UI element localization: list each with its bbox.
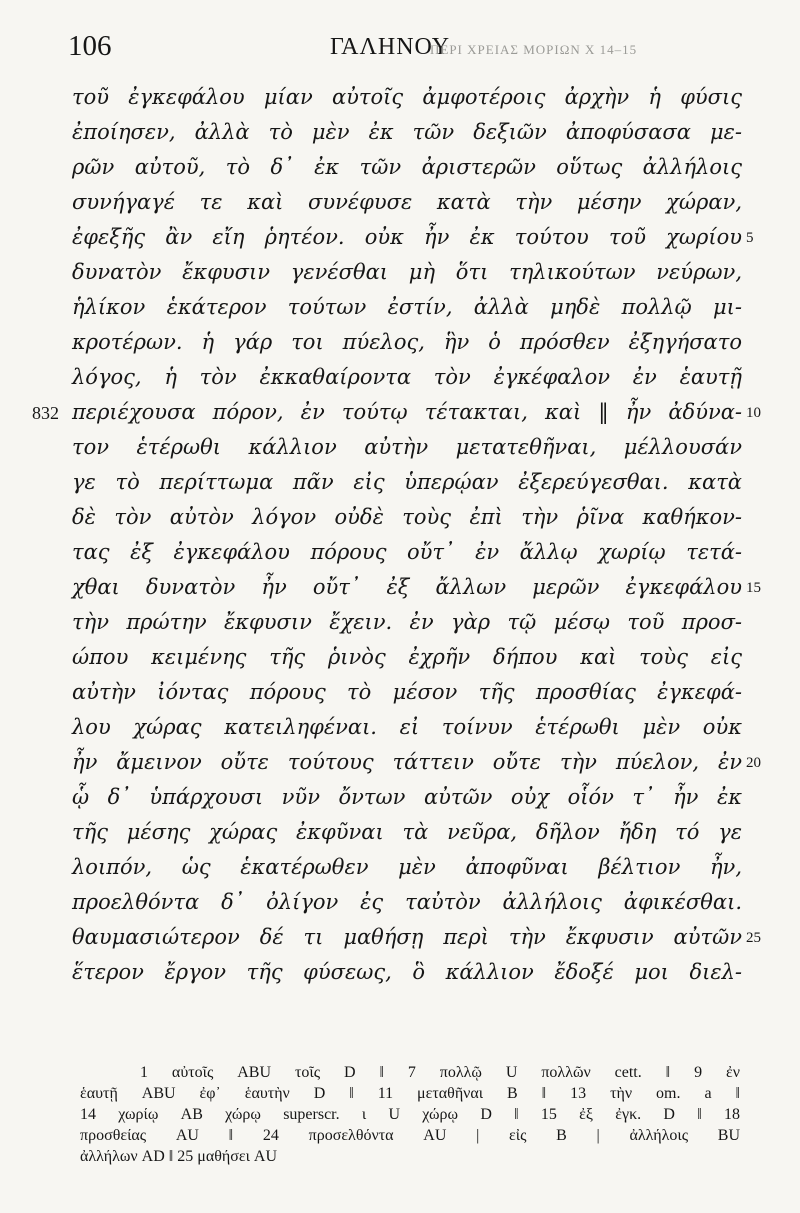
text-line-content: ἐποίησεν, ἀλλὰ τὸ μὲν ἐκ τῶν δεξιῶν ἀποφύσασα με-: [72, 120, 742, 144]
text-line: [0, 185, 800, 220]
page-number: 106: [68, 30, 112, 62]
text-line: [0, 80, 800, 115]
apparatus-line-text: 14 χωρίῳ AB χώρῳ superscr. ι U χώρῳ D ‖ 15 ἐξ ἐγκ. D ‖ 18: [80, 1106, 740, 1123]
text-line: [0, 290, 800, 325]
text-line: [0, 535, 800, 570]
text-line: [0, 500, 800, 535]
text-line-content: ρῶν αὐτοῦ, τὸ δ᾽ ἐκ τῶν ἀριστερῶν οὕτως ἀλλήλοις: [72, 155, 742, 179]
line-number: 15: [746, 580, 761, 596]
text-line: [0, 115, 800, 150]
text-line: [0, 395, 800, 430]
text-line-content: κροτέρων. ἡ γάρ τοι πύελος, ἣν ὁ πρόσθεν ἐξηγήσατο: [72, 330, 742, 354]
text-line-content: τον ἑτέρωθι κάλλιον αὐτὴν μετατεθῆναι, μέλλουσάν: [72, 435, 742, 459]
text-line: [0, 780, 800, 815]
text-line-content: ἦν ἄμεινον οὔτε τούτους τάττειν οὔτε τὴν πύελον, ἐν: [72, 750, 742, 774]
line-number: 20: [746, 755, 761, 771]
text-line: [0, 745, 800, 780]
apparatus-line: [0, 1126, 800, 1147]
text-line: [0, 710, 800, 745]
text-line-content: τοῦ ἐγκεφάλου μίαν αὐτοῖς ἀμφοτέροις ἀρχὴν ἡ φύσις: [72, 85, 742, 109]
text-line-content: λου χώρας κατειληφέναι. εἰ τοίνυν ἑτέρωθι μὲν οὐκ: [72, 715, 742, 739]
apparatus-line-text: ἑαυτῇ ABU ἐφ᾽ ἑαυτὴν D ‖ 11 μεταθῆναι B ‖ 13 τὴν om. a ‖: [80, 1085, 740, 1102]
running-head: ΓΑΛΗΝΟΥ: [330, 34, 451, 60]
text-line: [0, 570, 800, 605]
apparatus-line: [0, 1063, 800, 1084]
page-header: [0, 30, 800, 70]
text-line-content: τας ἐξ ἐγκεφάλου πόρους οὔτ᾽ ἐν ἄλλῳ χωρίῳ τετά-: [72, 540, 742, 564]
text-line: [0, 220, 800, 255]
apparatus-line: [0, 1147, 800, 1168]
text-line-content: συνήγαγέ τε καὶ συνέφυσε κατὰ τὴν μέσην χώραν,: [72, 190, 742, 214]
text-line-content: λοιπόν, ὡς ἑκατέρωθεν μὲν ἀποφῦναι βέλτιον ἦν,: [72, 855, 742, 879]
text-line-content: προελθόντα δ᾽ ὀλίγον ἐς ταὐτὸν ἀλλήλοις ἀφικέσθαι.: [72, 890, 742, 914]
text-line: [0, 430, 800, 465]
text-line: [0, 850, 800, 885]
text-line: [0, 605, 800, 640]
text-line: [0, 920, 800, 955]
line-number: 25: [746, 930, 761, 946]
text-line-content: ἐφεξῆς ἂν εἴη ῥητέον. οὐκ ἦν ἐκ τούτου τοῦ χωρίου: [72, 225, 742, 249]
text-line-content: τὴν πρώτην ἔκφυσιν ἔχειν. ἐν γὰρ τῷ μέσῳ τοῦ προσ-: [72, 610, 742, 634]
text-line-content: αὐτὴν ἰόντας πόρους τὸ μέσον τῆς προσθίας ἐγκεφά-: [72, 680, 742, 704]
text-line-content: περιέχουσα πόρον, ἐν τούτῳ τέτακται, καὶ ‖ ἦν ἀδύνα-: [72, 400, 742, 424]
text-line: [0, 675, 800, 710]
text-line: [0, 885, 800, 920]
text-line-content: ἕτερον ἔργον τῆς φύσεως, ὃ κάλλιον ἔδοξέ μοι διελ-: [72, 960, 742, 984]
text-line: [0, 150, 800, 185]
apparatus-line: [0, 1105, 800, 1126]
text-line-content: ώπου κειμένης τῆς ῥινὸς ἐχρῆν δήπου καὶ τοὺς εἰς: [72, 645, 742, 669]
apparatus-line-text: 1 αὐτοῖς ABU τοῖς D ‖ 7 πολλῷ U πολλῶν cett. ‖ 9 ἐν: [140, 1064, 740, 1081]
text-line-content: γε τὸ περίττωμα πᾶν εἰς ὑπερῴαν ἐξερεύγεσθαι. κατὰ: [72, 470, 742, 494]
bleed-through-text: ΠΕΡΙ ΧΡΕΙΑΣ ΜΟΡΙΩΝ Χ 14–15: [430, 42, 638, 57]
text-line: [0, 955, 800, 990]
text-line-content: δὲ τὸν αὐτὸν λόγον οὐδὲ τοὺς ἐπὶ τὴν ῥῖνα καθήκον-: [72, 505, 742, 529]
apparatus-line: [0, 1084, 800, 1105]
line-number: 5: [746, 230, 754, 246]
text-line-content: ᾧ δ᾽ ὑπάρχουσι νῦν ὄντων αὐτῶν οὐχ οἷόν τ᾽ ἦν ἐκ: [72, 785, 742, 809]
text-line: [0, 815, 800, 850]
text-line-content: ἡλίκον ἑκάτερον τούτων ἐστίν, ἀλλὰ μηδὲ πολλῷ μι-: [72, 295, 742, 319]
main-text: [0, 80, 800, 990]
edition-page-reference: 832: [32, 403, 59, 423]
text-line-content: τῆς μέσης χώρας ἐκφῦναι τὰ νεῦρα, δῆλον ἤδη τό γε: [72, 820, 742, 844]
text-line-content: θαυμασιώτερον δέ τι μαθήσῃ περὶ τὴν ἔκφυσιν αὐτῶν: [72, 925, 742, 949]
text-line: [0, 465, 800, 500]
text-line: [0, 360, 800, 395]
text-line: [0, 325, 800, 360]
text-line-content: δυνατὸν ἔκφυσιν γενέσθαι μὴ ὅτι τηλικούτων νεύρων,: [72, 260, 742, 284]
text-line: [0, 640, 800, 675]
apparatus-line-text: ἀλλήλων AD ‖ 25 μαθήσει AU: [80, 1148, 277, 1165]
text-line: [0, 255, 800, 290]
critical-apparatus: [0, 1063, 800, 1168]
line-number: 10: [746, 405, 761, 421]
apparatus-line-text: προσθείας AU ‖ 24 προσελθόντα AU | εἰς B | ἀλλήλοις BU: [80, 1127, 740, 1144]
text-line-content: χθαι δυνατὸν ἦν οὔτ᾽ ἐξ ἄλλων μερῶν ἐγκεφάλου: [72, 575, 742, 599]
text-line-content: λόγος, ἡ τὸν ἐκκαθαίροντα τὸν ἐγκέφαλον ἐν ἑαυτῇ: [72, 365, 742, 389]
